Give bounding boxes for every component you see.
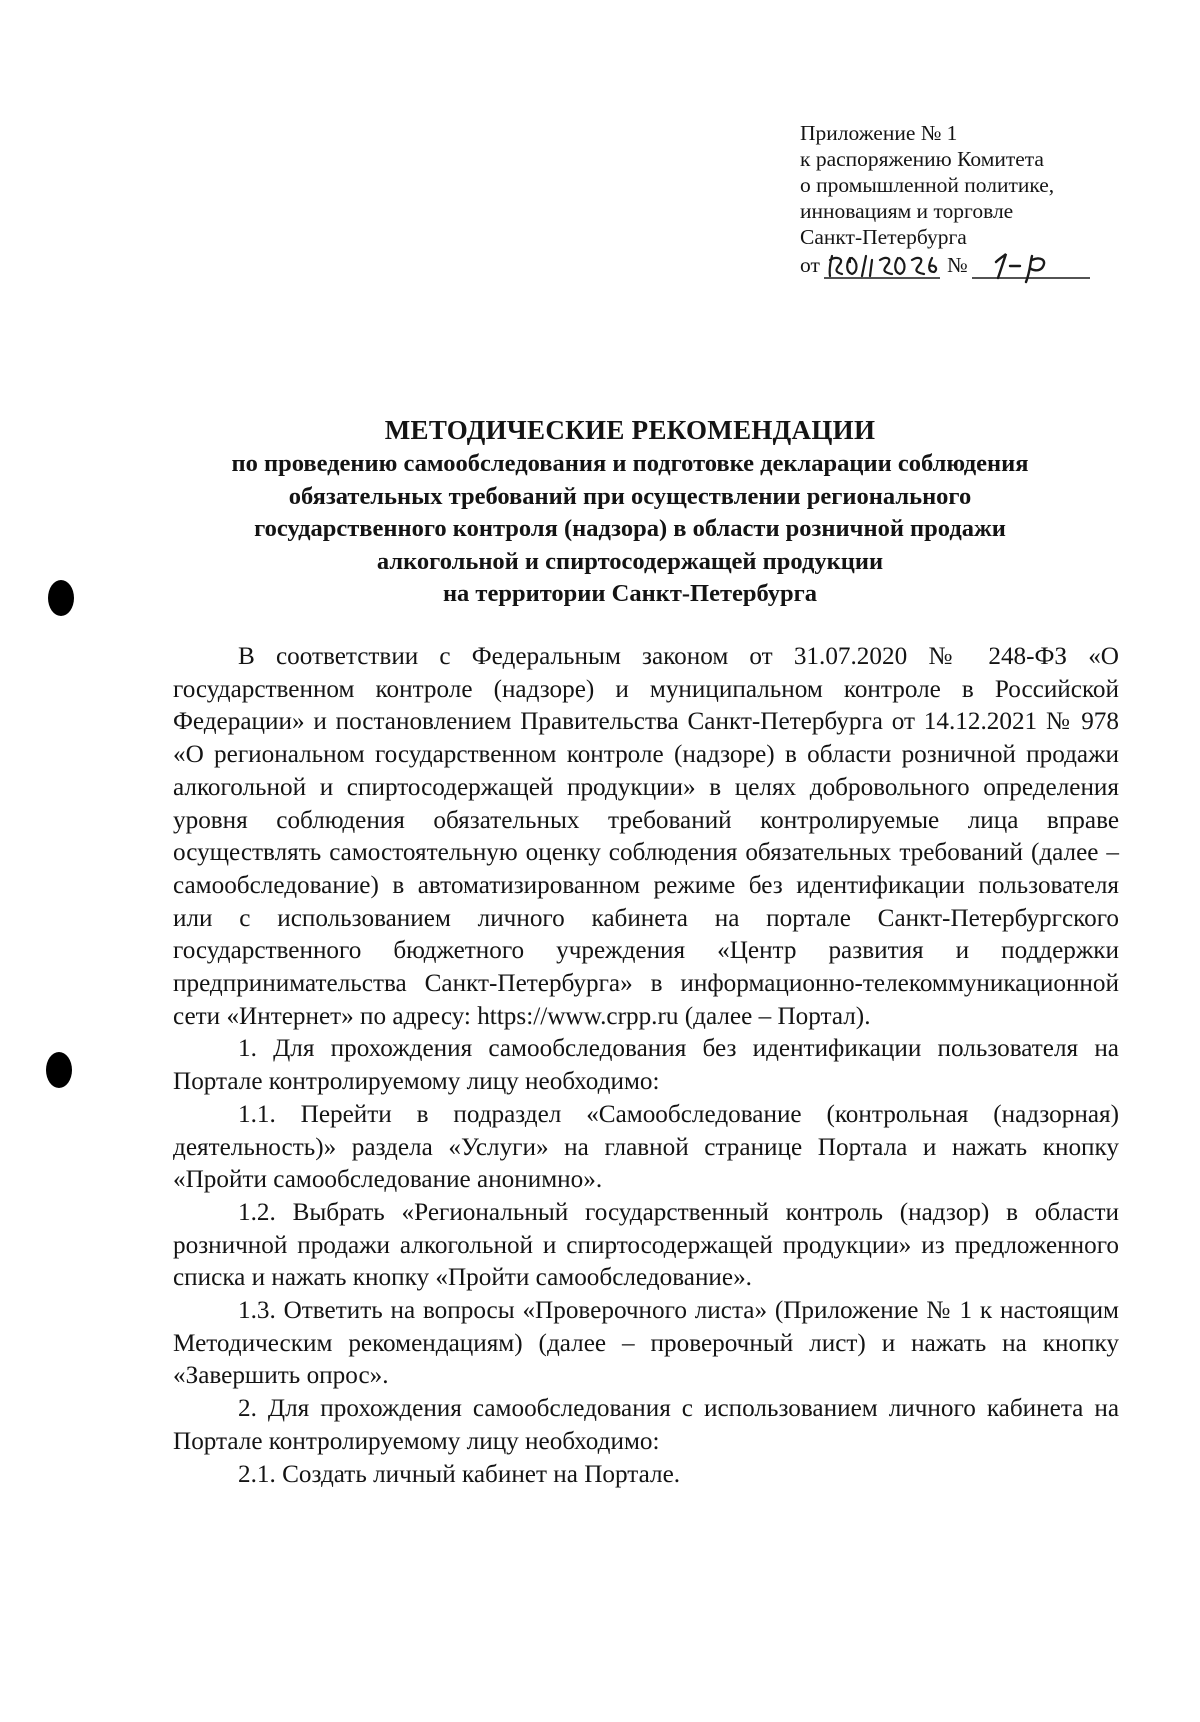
number-prefix: № bbox=[947, 253, 968, 277]
document-body bbox=[173, 641, 1119, 1491]
body-paragraph: 2. Для прохождения самообследования с использованием личного кабинета на Портале контролируемому лицу необходимо: bbox=[173, 1395, 1119, 1455]
title-main: МЕТОДИЧЕСКИЕ РЕКОМЕНДАЦИИ bbox=[384, 415, 876, 445]
body-paragraph: 1.1. Перейти в подраздел «Самообследование (контрольная (надзорная) деятельность)» раздела «Услуги» на главной странице Портала и нажать кнопку «Пройти самообследование анонимно». bbox=[173, 1100, 1119, 1194]
title-subtitle-line: по проведению самообследования и подготовке декларации соблюдения bbox=[231, 450, 1029, 477]
handwritten-date-and-number bbox=[800, 250, 1100, 284]
annex-line: к распоряжению Комитета bbox=[800, 147, 1044, 171]
annex-line: Санкт-Петербурга bbox=[800, 225, 967, 249]
document-title bbox=[160, 412, 1100, 611]
annex-date-number-line bbox=[800, 250, 1140, 282]
body-paragraph: В соответствии с Федеральным законом от 31.07.2020 № 248-ФЗ «О государственном контроле (надзоре) и муниципальном контроле в Российской Федерации» и постановлением Правительства Санкт-Петербурга от 14.12.2021 № 978 «О региональном государственном контроле (надзоре) в области розничной продажи алкогольной и спиртосодержащей продукции» в целях добровольного определения уровня соблюдения обязательных требований контролируемые лица вправе осуществлять самостоятельную оценку соблюдения обязательных требований (далее – самообследование) в автоматизированном режиме без идентификации пользователя или с использованием личного кабинета на портале Санкт-Петербургского государственного бюджетного учреждения «Центр развития и поддержки предпринимательства Санкт-Петербурга» в информационно-телекоммуникационной сети «Интернет» по адресу: https://www.crpp.ru (далее – Портал). bbox=[173, 643, 1119, 1030]
annex-header bbox=[800, 120, 1140, 282]
title-subtitle-line: на территории Санкт-Петербурга bbox=[442, 580, 818, 607]
title-subtitle-line: обязательных требований при осуществлении регионального bbox=[288, 482, 972, 510]
punch-hole bbox=[48, 580, 74, 616]
body-paragraph: 1. Для прохождения самообследования без идентификации пользователя на Портале контролируемому лицу необходимо: bbox=[173, 1035, 1119, 1096]
title-subtitle-line: алкогольной и спиртосодержащей продукции bbox=[376, 547, 884, 575]
annex-line: Приложение № 1 bbox=[800, 121, 958, 145]
title-subtitle-line: государственного контроля (надзора) в области розничной продажи bbox=[254, 515, 1006, 542]
body-paragraph: 1.2. Выбрать «Региональный государственный контроль (надзор) в области розничной продажи алкогольной и спиртосодержащей продукции» из предложенного списка и нажать кнопку «Пройти самообследование». bbox=[173, 1198, 1119, 1292]
body-paragraph: 1.3. Ответить на вопросы «Проверочного листа» (Приложение № 1 к настоящим Методическим рекомендациям) (далее – проверочный лист) и нажать на кнопку «Завершить опрос». bbox=[173, 1297, 1119, 1390]
punch-hole bbox=[46, 1052, 72, 1088]
date-prefix: от bbox=[800, 253, 820, 277]
annex-line: о промышленной политике, bbox=[800, 173, 1055, 197]
annex-line: инновациям и торговле bbox=[800, 199, 1014, 223]
body-paragraph: 2.1. Создать личный кабинет на Портале. bbox=[238, 1460, 681, 1488]
